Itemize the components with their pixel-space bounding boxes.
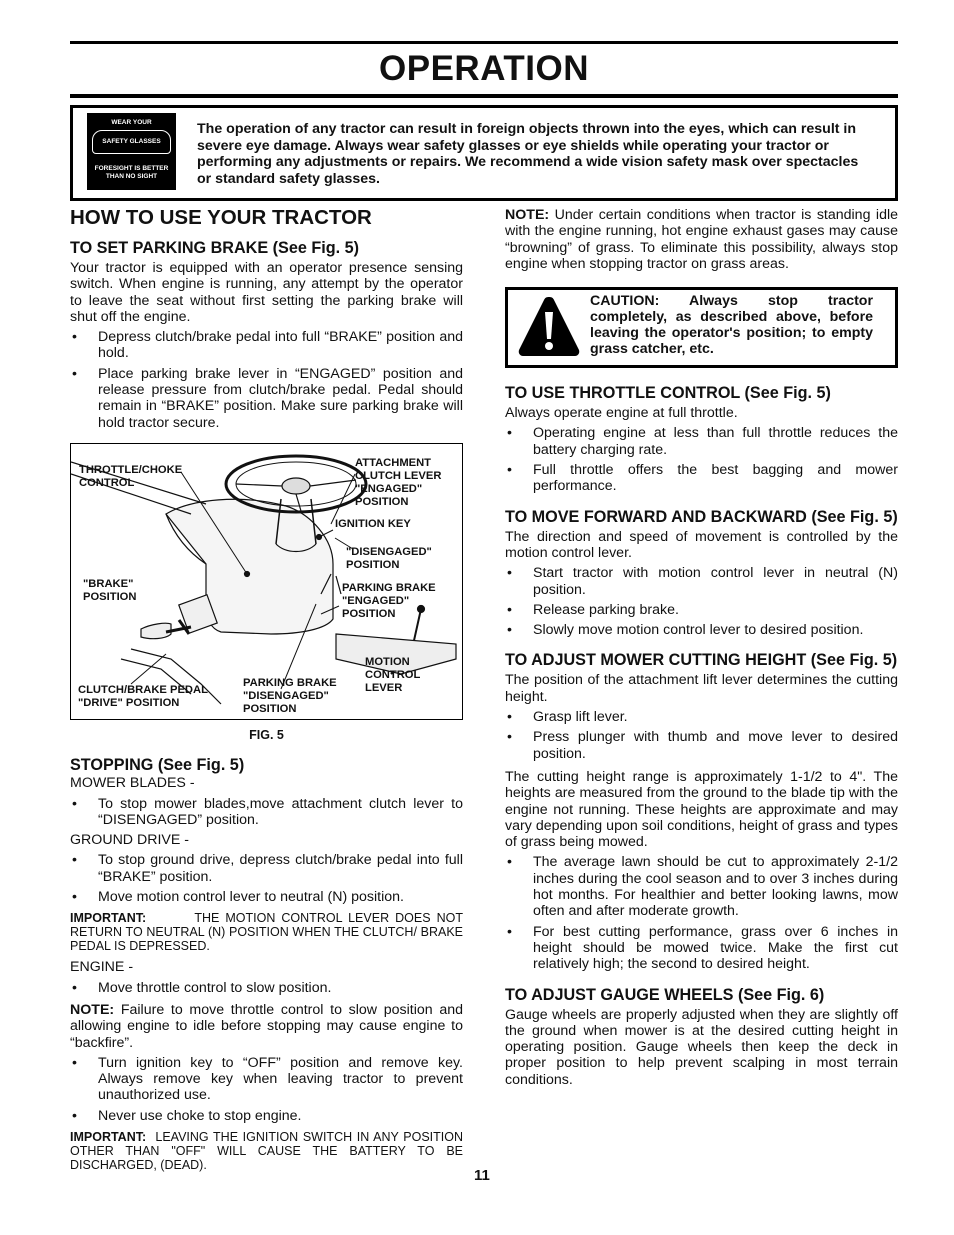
move-intro: The direction and speed of movement is controlled by the motion control lever. <box>505 528 898 561</box>
stopping-heading: STOPPING (See Fig. 5) <box>70 756 245 775</box>
left-column <box>70 206 463 1172</box>
note-text: Under certain conditions when tractor is standing idle with the engine running, hot engine exhaust gases may cause “browning” of grass. To eliminate this possibility, always stop engine when stopping tractor on grass areas. <box>505 207 899 272</box>
list-item: • Turn ignition key to “OFF” position and remove key. Always remove key when leaving tractor to prevent unauthorized use. <box>70 1055 463 1104</box>
list-item: • Press plunger with thumb and move lever to desired position. <box>505 729 898 762</box>
list-item: • Slowly move motion control lever to desired position. <box>505 622 898 638</box>
list-item: • Never use choke to stop engine. <box>70 1108 463 1124</box>
gauge-wheels-text: Gauge wheels are properly adjusted when they are slightly off the ground when mower is at the desired cutting height in operating position. Gauge wheels then keep the deck in proper position to help prevent scalping in most terrain conditions. <box>505 1006 898 1088</box>
cutting-height-list <box>505 709 898 762</box>
right-column <box>505 207 898 1088</box>
list-item: • For best cutting performance, grass over 6 inches in height should be mowed twice. Make the first cut relatively high; the second to desired height. <box>505 924 898 973</box>
badge-glasses-text: SAFETY GLASSES <box>92 130 171 154</box>
list-item: • Release parking brake. <box>505 602 898 618</box>
list-item: • Place parking brake lever in “ENGAGED” position and release pressure from clutch/brake pedal. Pedal should remain in “BRAKE” position. Make sure parking brake will hold tractor secure. <box>70 366 463 431</box>
page-title: OPERATION <box>379 49 589 88</box>
label-parking-brake-engaged: PARKING BRAKE "ENGAGED" POSITION <box>342 581 436 620</box>
list-item: • Start tractor with motion control lever in neutral (N) position. <box>505 565 898 598</box>
important-text: THE MOTION CONTROL LEVER DOES NOT RETURN TO NEUTRAL (N) POSITION WHEN THE CLUTCH/ BRAKE PEDAL IS DEPRESSED. <box>70 911 463 954</box>
badge-bottom-text: FORESIGHT IS BETTER THAN NO SIGHT <box>94 165 169 180</box>
safety-warning-text: The operation of any tractor can result in foreign objects thrown into the eyes, which can result in severe eye damage. Always wear safety glasses or eye shields while operating your tractor or performing any adjustments or repairs. We recommend a wide vision safety mask over spectacles or standard safety glasses. <box>197 121 859 187</box>
gauge-wheels-heading: TO ADJUST GAUGE WHEELS (See Fig. 6) <box>505 985 825 1004</box>
ground-drive-list <box>70 852 463 905</box>
backfire-note <box>70 1002 463 1051</box>
figure-5-diagram <box>70 443 463 720</box>
mower-blades-list <box>70 796 463 829</box>
list-item: • Grasp lift lever. <box>505 709 898 725</box>
important-label: IMPORTANT: <box>70 1130 147 1145</box>
label-clutch-brake-pedal: CLUTCH/BRAKE PEDAL "DRIVE" POSITION <box>78 683 208 709</box>
badge-top-text: WEAR YOUR <box>111 119 152 126</box>
mower-blades-label: MOWER BLADES - <box>70 775 195 792</box>
note-label: NOTE: <box>70 1001 115 1018</box>
page-number: 11 <box>474 1167 490 1184</box>
important-note-1 <box>70 911 463 953</box>
throttle-intro: Always operate engine at full throttle. <box>505 405 738 422</box>
header-bottom-rule <box>70 94 898 98</box>
caution-text: CAUTION: Always stop tractor completely, as described above, before leaving the operator's position; to empty grass catcher, etc. <box>590 293 873 358</box>
ignition-list <box>70 1055 463 1124</box>
engine-label: ENGINE - <box>70 959 134 976</box>
safety-warning-box <box>70 105 898 201</box>
list-item: • Depress clutch/brake pedal into full “BRAKE” position and hold. <box>70 329 463 362</box>
parking-brake-intro: Your tractor is equipped with an operator presence sensing switch. When engine is running, any attempt by the operator to leave the seat without first setting the parking brake will shut off the engine. <box>70 260 463 325</box>
throttle-list <box>505 425 898 494</box>
label-motion-control-lever: MOTION CONTROL LEVER <box>365 655 421 694</box>
move-heading: TO MOVE FORWARD AND BACKWARD (See Fig. 5) <box>505 507 898 526</box>
figure-caption: FIG. 5 <box>249 727 284 742</box>
engine-list <box>70 980 463 996</box>
list-item: • Operating engine at less than full throttle reduces the battery charging rate. <box>505 425 898 458</box>
list-item: • Full throttle offers the best bagging and mower performance. <box>505 462 898 495</box>
parking-brake-list <box>70 329 463 431</box>
label-throttle-choke: THROTTLE/CHOKE CONTROL <box>79 463 183 489</box>
important-text: LEAVING THE IGNITION SWITCH IN ANY POSITION OTHER THAN "OFF" WILL CAUSE THE BATTERY TO BE DISCHARGED, (DEAD). <box>70 1130 463 1173</box>
list-item: • Move motion control lever to neutral (N) position. <box>70 889 463 905</box>
important-note-2 <box>70 1130 463 1172</box>
cutting-height-heading: TO ADJUST MOWER CUTTING HEIGHT (See Fig. 5) <box>505 651 898 670</box>
important-label: IMPORTANT: <box>70 911 147 926</box>
label-ignition-key: IGNITION KEY <box>335 517 411 530</box>
note-text: Failure to move throttle control to slow position and allowing engine to idle before stopping may cause engine to “backfire”. <box>70 1001 463 1051</box>
warning-triangle-icon <box>516 294 582 360</box>
list-item: • Move throttle control to slow position. <box>70 980 463 996</box>
section-title: HOW TO USE YOUR TRACTOR <box>70 206 372 229</box>
parking-brake-heading: TO SET PARKING BRAKE (See Fig. 5) <box>70 239 360 257</box>
throttle-heading: TO USE THROTTLE CONTROL (See Fig. 5) <box>505 384 831 403</box>
label-disengaged-position: "DISENGAGED" POSITION <box>346 545 432 571</box>
label-attachment-clutch: ATTACHMENT CLUTCH LEVER "ENGAGED" POSITION <box>355 456 442 508</box>
lawn-tips-list <box>505 854 898 972</box>
safety-glasses-badge <box>87 113 176 190</box>
cutting-height-paragraph: The cutting height range is approximately 1-1/2 to 4". The heights are measured from the ground to the blade tip with the engine not running. These heights are approximate and may vary depending upon soil conditions, height of grass and types of grass being mowed. <box>505 768 898 851</box>
header-top-rule <box>70 41 898 44</box>
list-item: • To stop ground drive, depress clutch/brake pedal into full “BRAKE” position. <box>70 852 463 885</box>
exhaust-note <box>505 207 898 272</box>
move-list <box>505 565 898 638</box>
list-item: • The average lawn should be cut to approximately 2-1/2 inches during the cool season and to over 3 inches during hot months. For healthier and better looking lawns, mow often and after moderate growth. <box>505 854 898 919</box>
caution-box <box>505 287 898 368</box>
note-label: NOTE: <box>505 207 550 223</box>
list-item: • To stop mower blades,move attachment clutch lever to “DISENGAGED” position. <box>70 796 463 829</box>
label-parking-brake-disengaged: PARKING BRAKE "DISENGAGED" POSITION <box>243 676 337 715</box>
label-brake-position: "BRAKE" POSITION <box>83 577 137 603</box>
cutting-height-intro: The position of the attachment lift lever determines the cutting height. <box>505 672 898 705</box>
ground-drive-label: GROUND DRIVE - <box>70 832 190 849</box>
